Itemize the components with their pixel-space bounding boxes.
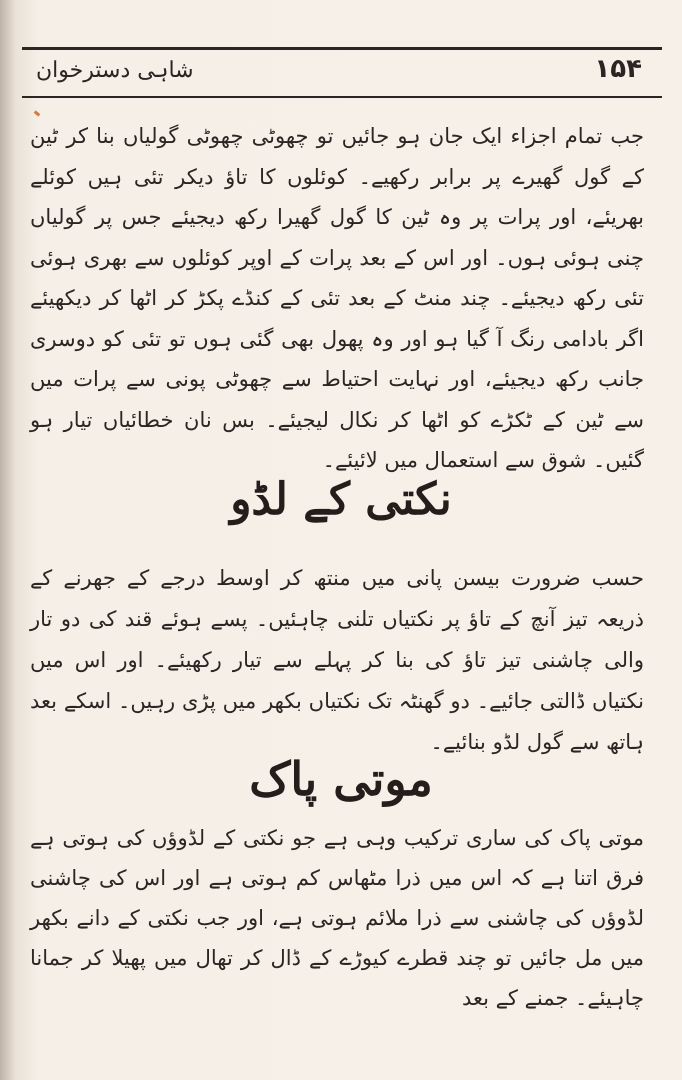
paragraph-nukti-laddoo: حسب ضرورت بیسن پانی میں منتھ کر اوسط درجے کے جھرنے کے ذریعہ تیز آنچ کے تاؤ پر نکتیاں تلنی چاہئیں۔ پسے ہوئے قند کی دو تار والی چاشنی تیز تاؤ کی بنا کر پہلے سے تیار رکھیئے۔ اور اس میں نکتیاں ڈالتی جائیے۔ دو گھنٹہ تک نکتیاں بکھر میں پڑی رہیں۔ اسکے بعد ہاتھ سے گول لڈو بنائیے۔ [30, 566, 644, 754]
paragraph-nan-khatai-ending: جب تمام اجزاء ایک جان ہو جائیں تو چھوٹی چھوٹی گولیاں بنا کر ٹین کے گول گھیرے پر برابر رکھیے۔ کوئلوں کا تاؤ دیکر تئی ہیں کوئلے بھریئے، اور پرات پر وہ ٹین کا گول گھیرا رکھ دیجیئے جس پر گولیاں چنی ہوئی ہوں۔ اور اس کے بعد پرات کے اوپر کوئلوں سے بھری ہوئی تئی رکھ دیجیئے۔ چند منٹ کے بعد تئی کے کنڈے پکڑ کر اٹھا کر دیکھیئے اگر بادامی رنگ آ گیا ہو اور وہ پھول بھی گئی ہوں تو تئی کو دوسری جانب رکھ دیجیئے، اور نہایت احتیاط سے چھوٹی پونی سے پرات میں سے ٹین کے ٹکڑے کو اٹھا کر نکال لیجیئے۔ بس نان خطائیاں تیار ہو گئیں۔ شوق سے استعمال میں لائیئے۔ [30, 124, 644, 472]
binding-edge [0, 0, 14, 1080]
header-rule [22, 96, 662, 98]
page-number: ۱۵۴ [594, 54, 642, 84]
running-title: شاہی دسترخوان [36, 58, 194, 83]
heading-moti-pak: موتی پاک [249, 752, 433, 806]
paragraph-moti-pak: موتی پاک کی ساری ترکیب وہی ہے جو نکتی کے لڈوؤں کی ہوتی ہے فرق اتنا ہے کہ اس میں ذرا مٹھاس کم ہوتی ہے اور اس کی چاشنی لڈوؤں کی چاشنی سے ذرا ملائم ہوتی ہے، اور جب نکتی کے دانے بکھر میں مل جائیں تو چند قطرے کیوڑے کے ڈال کر تھال میں پھیلا کر جمانا چاہیئے۔ جمنے کے بعد [30, 826, 644, 1010]
heading-nukti-laddoo: نکتی کے لڈو [230, 474, 452, 525]
top-rule [22, 47, 662, 50]
page-header [28, 56, 652, 92]
